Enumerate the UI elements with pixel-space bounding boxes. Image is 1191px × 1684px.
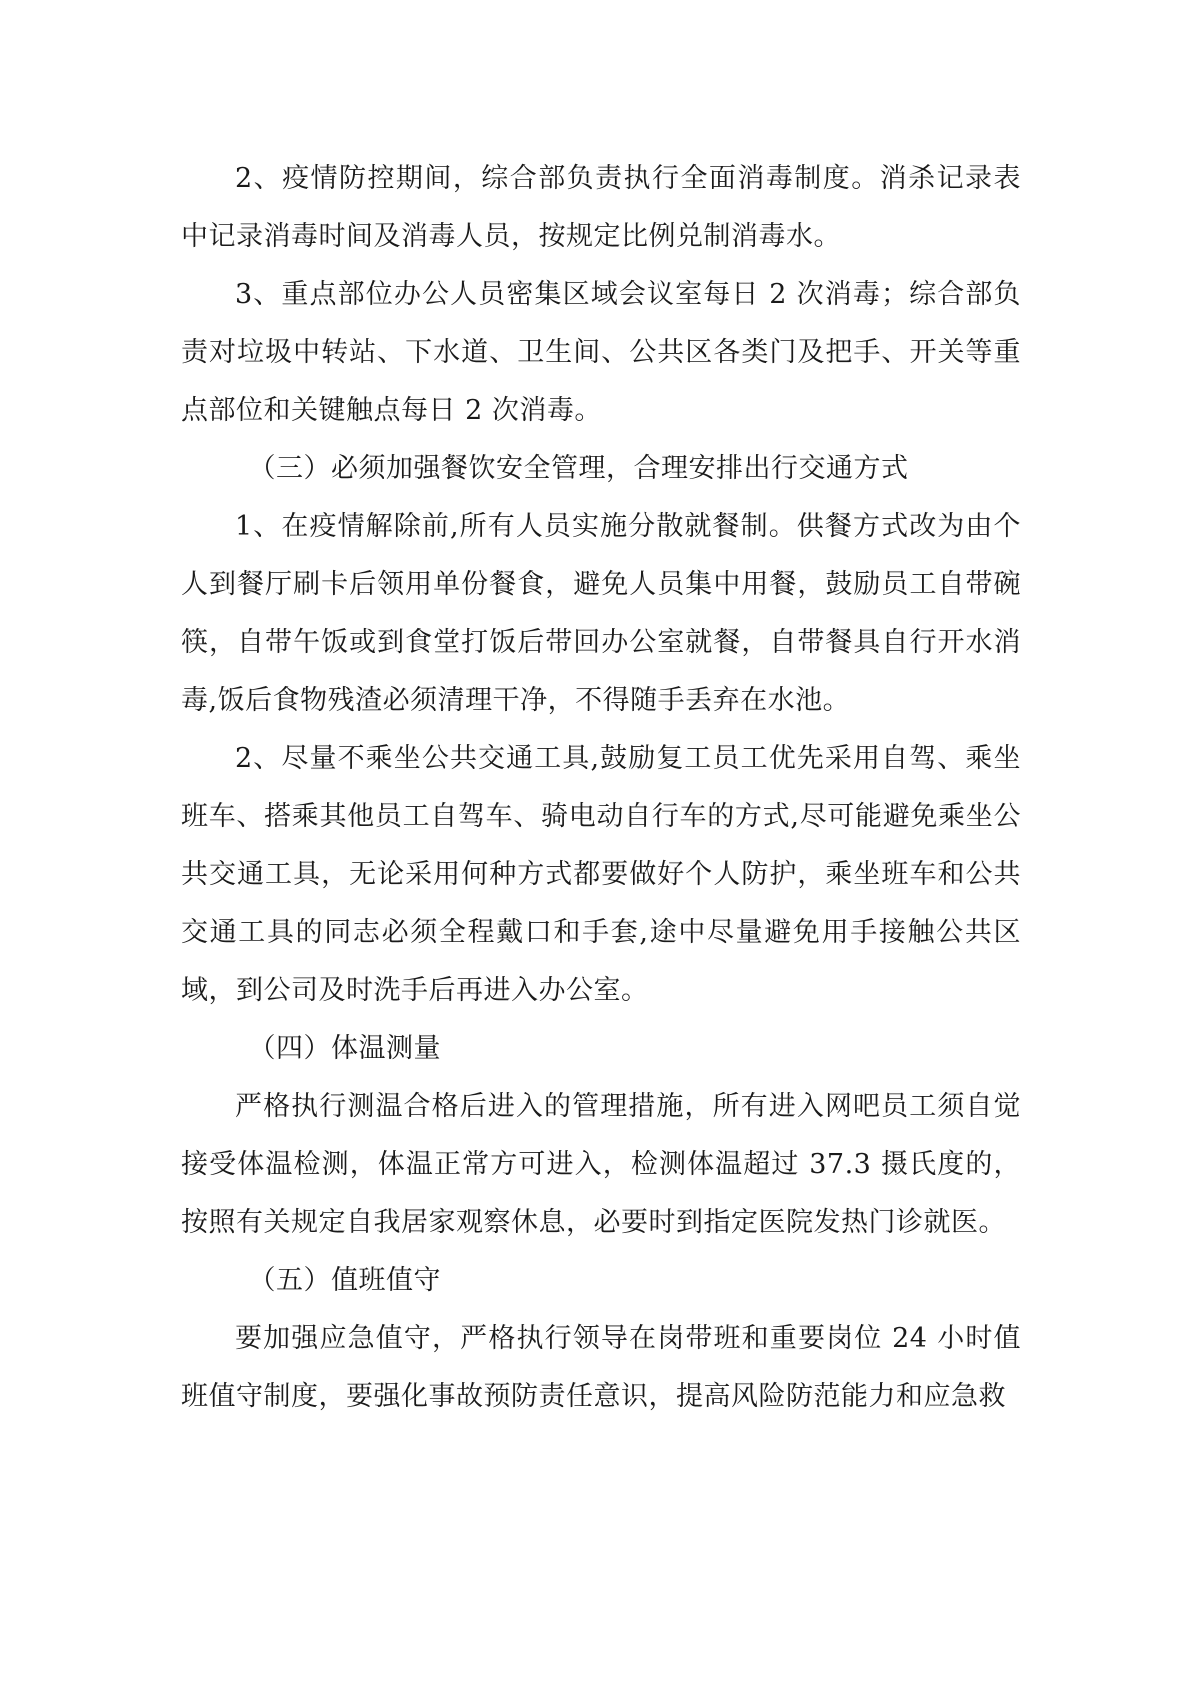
paragraph-temperature-check: 严格执行测温合格后进入的管理措施，所有进入网吧员工须自觉接受体温检测，体温正常方可进入，检测体温超过 37.3 摄氏度的，按照有关规定自我居家观察休息，必要时到指定医院发热门诊就医。 — [181, 1091, 1021, 1238]
paragraph-transportation: 2、尽量不乘坐公共交通工具,鼓励复工员工优先采用自驾、乘坐班车、搭乘其他员工自驾车、骑电动自行车的方式,尽可能避免乘坐公共交通工具，无论采用何种方式都要做好个人防护，乘坐班车和公共交通工具的同志必须全程戴口和手套,途中尽量避免用手接触公共区域，到公司及时洗手后再进入办公室。 — [181, 743, 1021, 1006]
paragraph-duty-watch: 要加强应急值守，严格执行领导在岗带班和重要岗位 24 小时值班值守制度，要强化事故预防责任意识，提高风险防范能力和应急救 — [181, 1323, 1021, 1412]
section-heading-catering-transport: （三）必须加强餐饮安全管理，合理安排出行交通方式 — [248, 453, 909, 484]
paragraph-key-area-disinfection: 3、重点部位办公人员密集区域会议室每日 2 次消毒；综合部负责对垃圾中转站、下水道、卫生间、公共区各类门及把手、开关等重点部位和关键触点每日 2 次消毒。 — [181, 279, 1021, 426]
section-heading-temperature: （四）体温测量 — [248, 1033, 441, 1064]
paragraph-dispersed-dining: 1、在疫情解除前,所有人员实施分散就餐制。供餐方式改为由个人到餐厅刷卡后领用单份餐食，避免人员集中用餐，鼓励员工自带碗筷，自带午饭或到食堂打饭后带回办公室就餐，自带餐具自行开水消毒,饭后食物残渣必须清理干净，不得随手丢弃在水池。 — [181, 511, 1021, 716]
paragraph-disinfection-duty: 2、疫情防控期间，综合部负责执行全面消毒制度。消杀记录表中记录消毒时间及消毒人员，按规定比例兑制消毒水。 — [181, 163, 1021, 252]
document-body — [181, 150, 1021, 1426]
section-heading-duty: （五）值班值守 — [248, 1265, 441, 1296]
